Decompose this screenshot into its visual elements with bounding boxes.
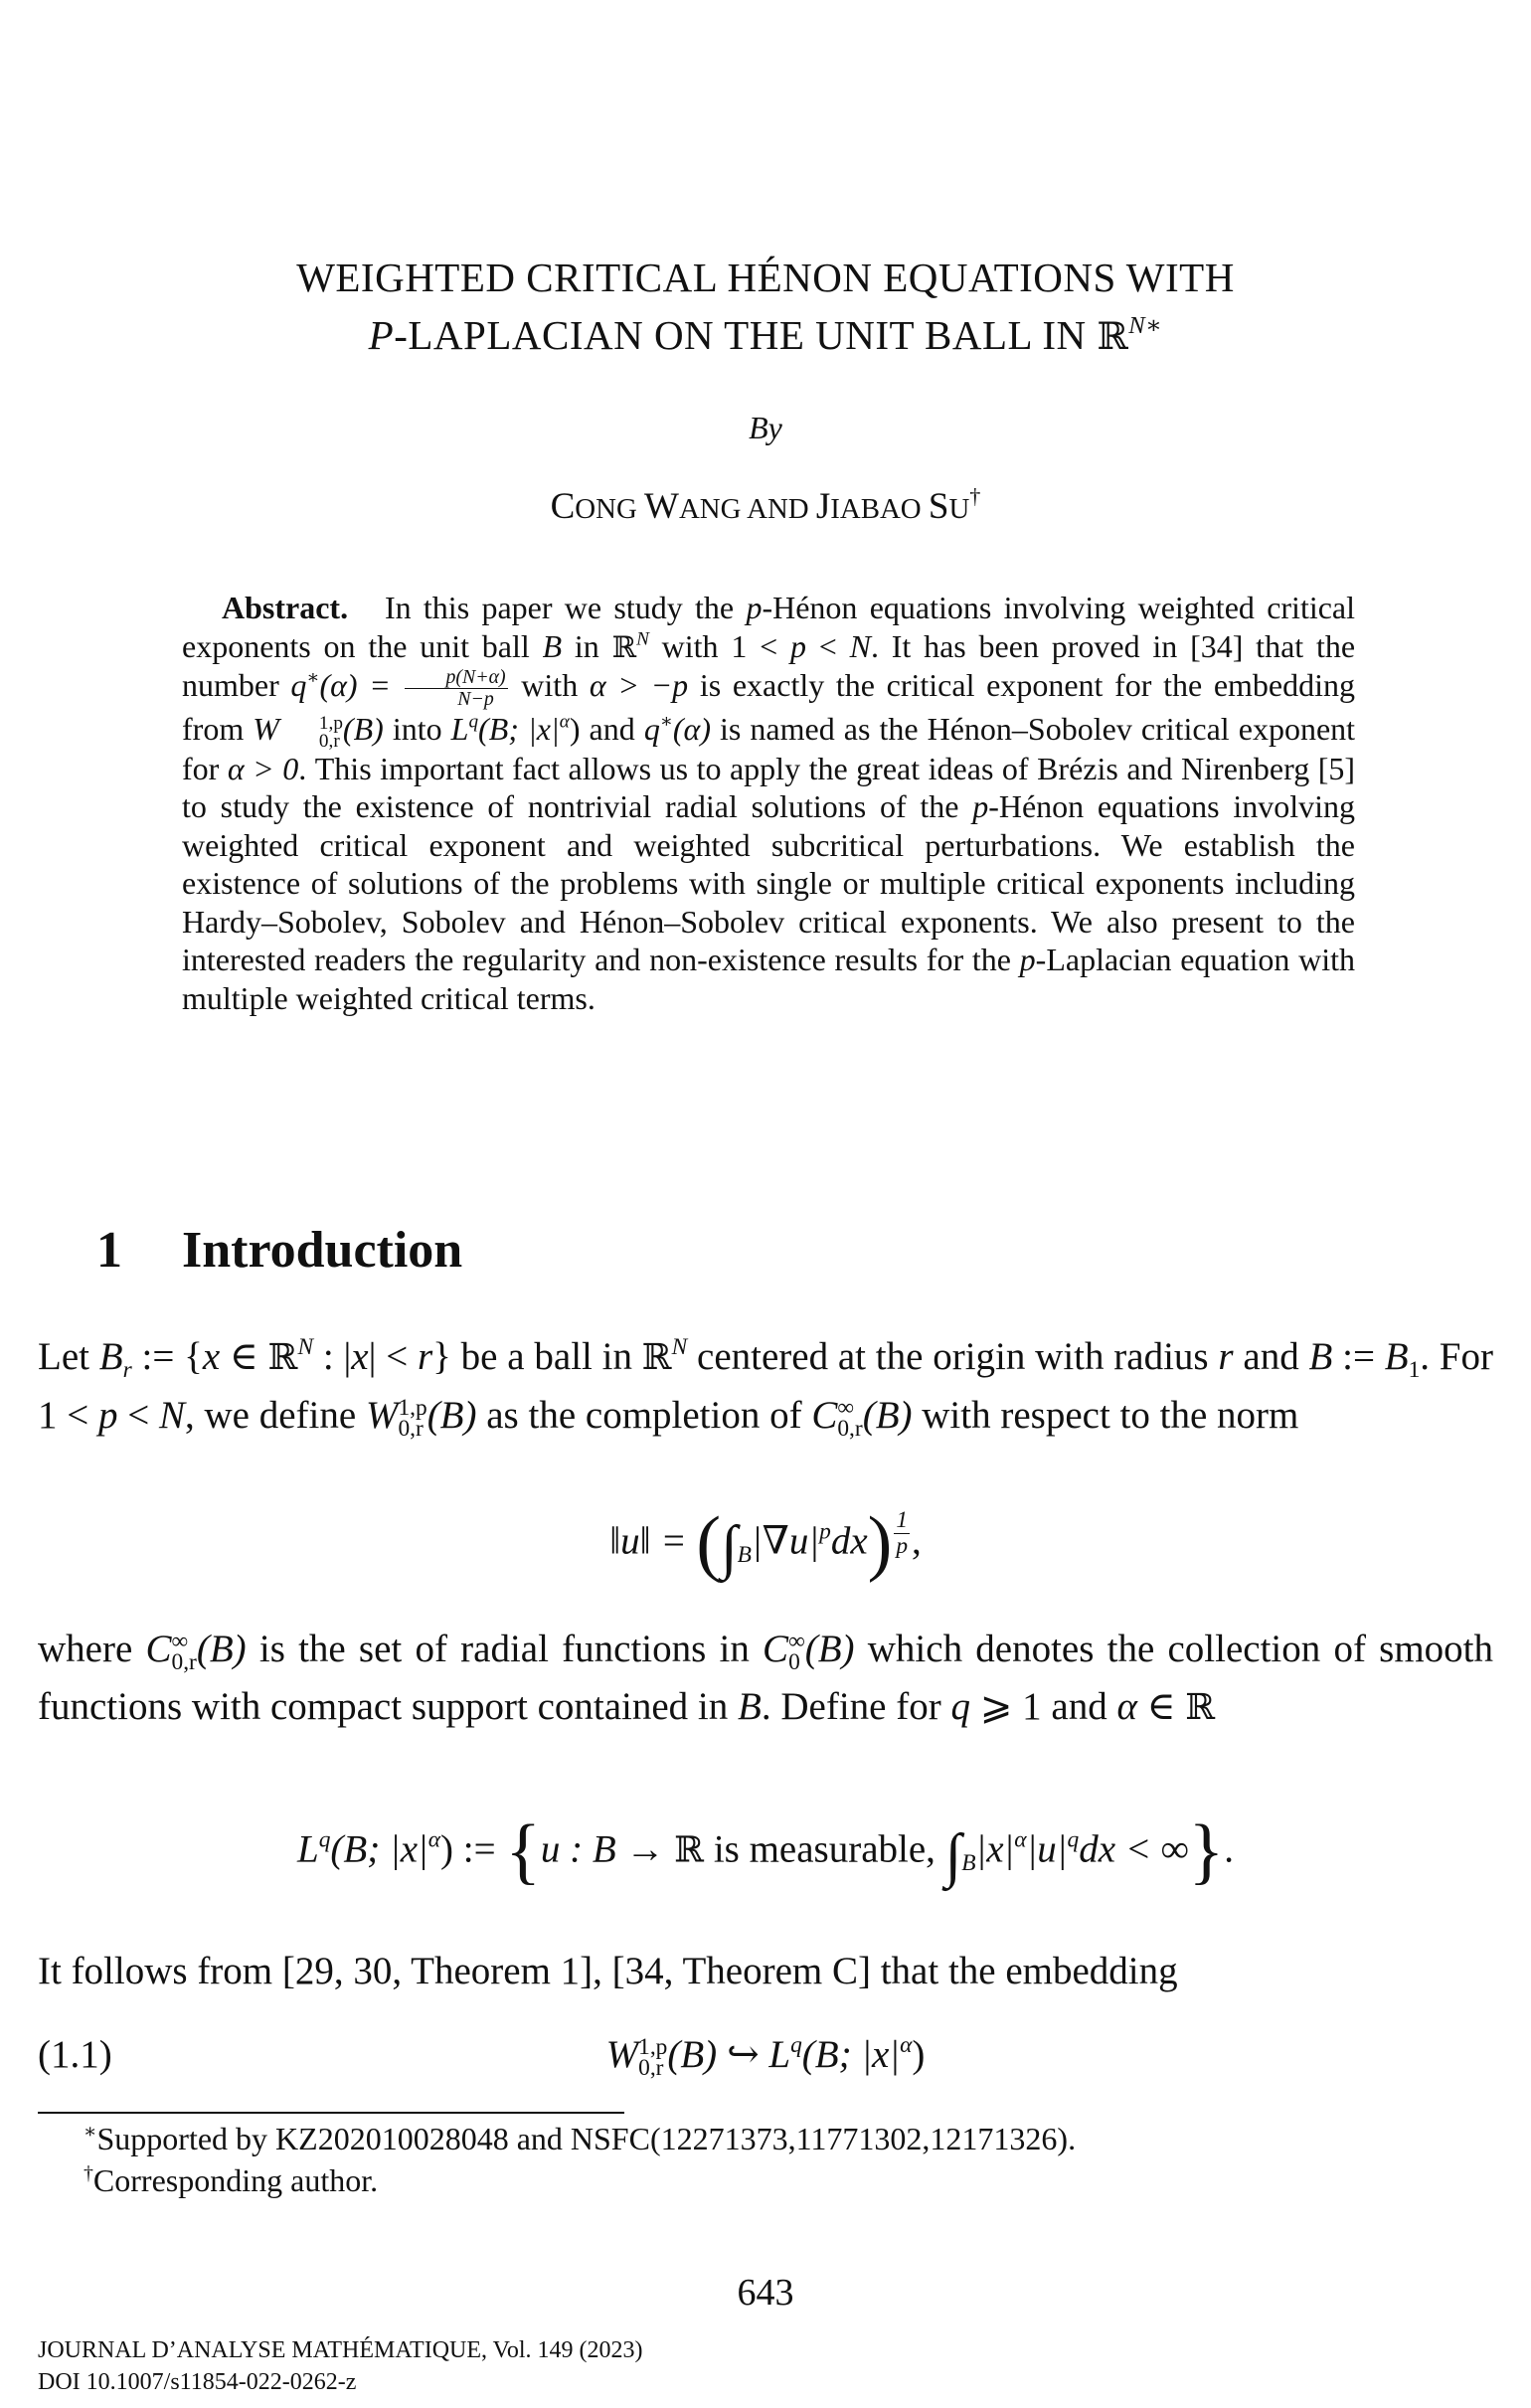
intro-paragraph-2: where C ∞ 0,r (B) is the set of radial functions in C ∞ 0 (B) which denotes the collection of smooth functions with compact support contained in B. Define for q ⩾ 1 and α ∈ ℝ xyxy=(38,1628,1493,1728)
critical-exponent-fraction: $\frac{p(N+\alpha)}{N-p}$ xyxy=(405,667,508,710)
journal-info xyxy=(38,2334,642,2398)
section-number: 1 xyxy=(96,1222,122,1279)
footnote-1: ∗Supported by KZ202010028048 and NSFC(12271373,11771302,12171326). xyxy=(84,2121,1077,2156)
footnote-2: †Corresponding author. xyxy=(84,2162,379,2198)
abstract-label: Abstract. xyxy=(222,590,349,625)
title-line-1: WEIGHTED CRITICAL HÉNON EQUATIONS WITH xyxy=(296,255,1235,300)
lq-space-definition: $L^q(B$; $|x|^\alpha$) := {u : B → ℝ is measurable, $\int_B|x|^\alpha|u|^qdx$ < ∞}. xyxy=(297,1810,1234,1892)
embedding-equation: W 1,p 0,r (B) ↪ $L^q(B$; $|x|^\alpha$) xyxy=(605,2031,926,2082)
paper-title xyxy=(0,249,1531,365)
section-title: Introduction xyxy=(182,1222,463,1279)
corresponding-mark: † xyxy=(969,483,981,509)
norm-equation: ‖u‖ = $(\int_B|\nabla u|^pdx)$ $^{\frac{1}{p}}$ , xyxy=(609,1502,922,1584)
section-heading xyxy=(96,1221,462,1280)
title-line-2: P-LAPLACIAN ON THE UNIT BALL IN ℝ$^{N∗}$ xyxy=(368,312,1163,358)
equation-label: (1.1) xyxy=(38,2033,112,2076)
by-line: By xyxy=(749,410,782,445)
doi: DOI 10.1007/s11854-022-0262-z xyxy=(38,2369,357,2395)
journal-name: JOURNAL D’ANALYSE MATHÉMATIQUE, Vol. 149 (2023) xyxy=(38,2337,643,2363)
footnote-rule xyxy=(38,2112,624,2114)
page-number: 643 xyxy=(737,2272,794,2314)
intro-paragraph-3: It follows from [29, 30, Theorem 1], [34, Theorem C] that the embedding xyxy=(38,1950,1178,1992)
authors: CONG WANG AND JIABAO SU† xyxy=(550,483,981,527)
intro-paragraph-1: Let $B_r$ := {x ∈ ℝ$^N$ : |x| < r} be a ball in ℝ$^N$ centered at the origin with radius r and B := $B_1$. For 1 < p < N, we define W 1,p 0,r (B) as the completion of C ∞ 0,r (B) with respect to the norm xyxy=(38,1333,1493,1443)
abstract: Abstract. In this paper we study the p-Hénon equations involving weighted critical exponents on the unit ball B in ℝ$^N$ with 1 < p < N. It has been proved in [34] that the number q∗(α) = $\frac{p(N+\alpha)}{N-p}$ with α > −p is exactly the critical exponent for the embedding from W 1,p 0,r (B) into $L^q(B$; $|x|^\alpha$) and q∗(α) is named as the Hénon–Sobolev critical exponent for α > 0. This important fact allows us to apply the great ideas of Brézis and Nirenberg [5] to study the existence of nontrivial radial solutions of the p-Hénon equations involving weighted critical exponent and weighted subcritical perturbations. We establish the existence of solutions of the problems with single or multiple critical exponents including Hardy–Sobolev, Sobolev and Hénon–Sobolev critical exponents. We also present to the interested readers the regularity and non-existence results for the p-Laplacian equation with multiple weighted critical terms. xyxy=(182,590,1356,1016)
